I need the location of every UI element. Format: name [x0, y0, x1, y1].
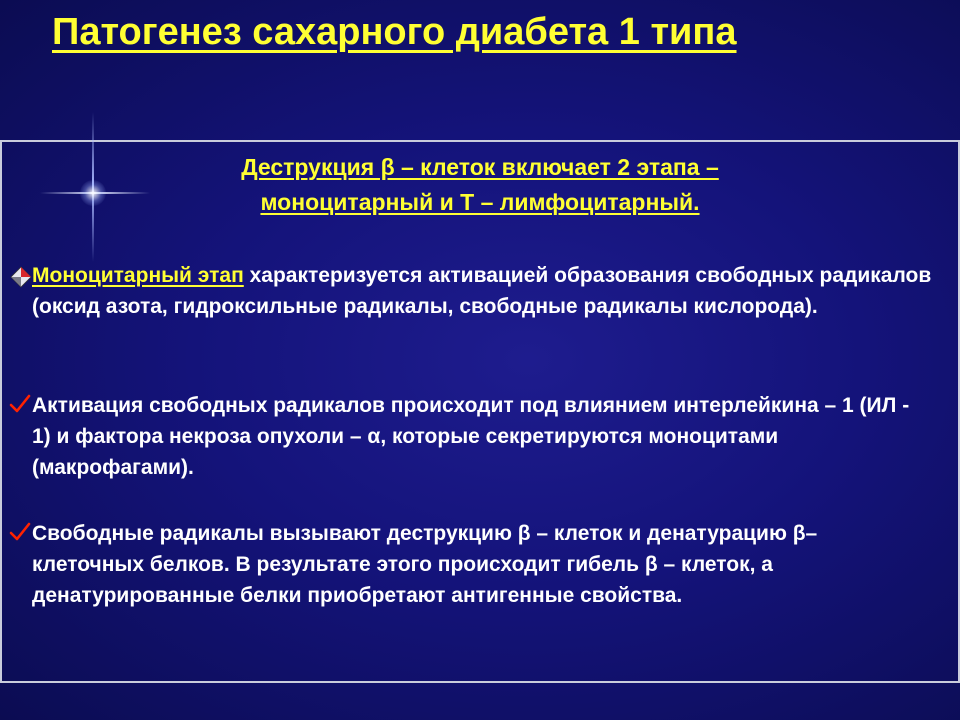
section-subtitle	[100, 150, 860, 220]
bullet-text	[32, 260, 932, 322]
bullet-text	[32, 390, 932, 483]
check-icon	[9, 393, 31, 415]
check-icon	[9, 521, 31, 543]
frame-top-border	[0, 140, 960, 142]
slide-title: Патогенез сахарного диабета 1 типа	[52, 11, 737, 53]
bullet-text	[32, 518, 932, 611]
diamond-bullet-icon	[10, 266, 32, 288]
monocyte-stage-term: Моноцитарный этап	[32, 264, 244, 287]
frame-left-border	[0, 140, 2, 683]
frame-bottom-border	[0, 681, 960, 683]
bullet-body: Активация свободных радикалов происходит под влиянием интерлейкина – 1 (ИЛ - 1) и фактора некроза опухоли – α, которые секретируются моноцитами (макрофагами).	[32, 394, 910, 479]
bullet-body: Свободные радикалы вызывают деструкцию β – клеток и денатурацию β– клеточных белков. В результате этого происходит гибель β – клеток, а денатурированные белки приобретают антигенные свойства.	[32, 522, 818, 607]
bullet-body: характеризуется активацией образования свободных радикалов (оксид азота, гидроксильные радикалы, свободные радикалы кислорода).	[32, 264, 932, 318]
subtitle-line-1: Деструкция β – клеток включает 2 этапа –	[241, 154, 719, 180]
subtitle-line-2: моноцитарный и Т – лимфоцитарный.	[260, 189, 700, 215]
